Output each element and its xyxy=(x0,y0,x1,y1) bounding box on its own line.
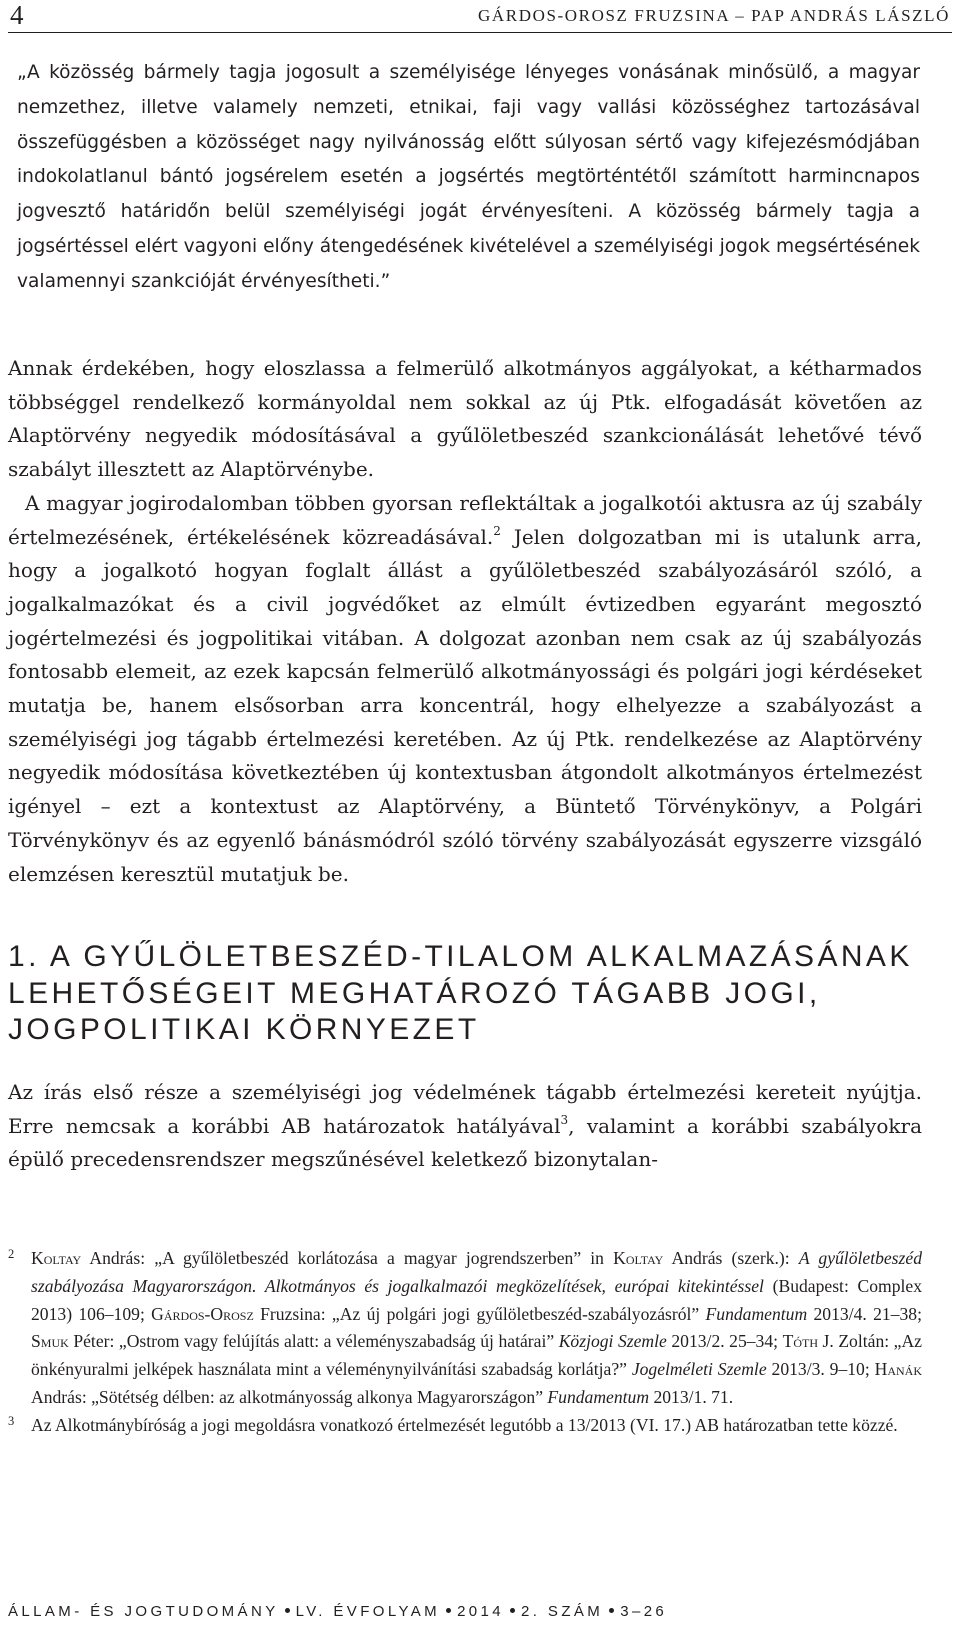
paragraph xyxy=(8,1076,922,1177)
paragraph-text: , valamint a korábbi szabályokra épülő precedensrendszer megszűnésével keletkező bizonytalan- xyxy=(8,1113,922,1172)
section-heading xyxy=(8,939,938,1049)
footnote-text: Fruzsina: „Az új polgári jogi gyűlöletbeszéd-szabályozásról” xyxy=(253,1303,706,1324)
bullet-icon xyxy=(446,1608,451,1613)
footnote-text: András (szerk.): xyxy=(663,1248,799,1268)
section-text xyxy=(8,1076,922,1177)
footnote-3 xyxy=(8,1412,922,1440)
block-quote: „A közösség bármely tagja jogosult a személyisége lényeges vonásának minősülő, a magyar nemzethez, illetve valamely nemzeti, etnikai, faji vagy vallási közösséghez tartozásával összefüggésben a közösséget nagy nyilvánosság előtt súlyosan sértő vagy kifejezésmódjában indokolatlanul bántó jogsérelem esetén a jogsértés megtörténtétől számított harmincnapos jogvesztő határidőn belül személyiségi jogát érvényesíteni. A közösség bármely tagja a jogsértéssel elért vagyoni előny átengedésének kivételével a személyiségi jogok megsértésének valamennyi szankcióját érvényesítheti.” xyxy=(17,62,920,292)
paragraph-text: Az írás első része a személyiségi jog védelmének tágabb értelmezési kereteit nyújtja. Erre nemcsak a korábbi AB határozatok hatályával xyxy=(8,1080,922,1138)
page-header xyxy=(8,0,952,33)
page-footer xyxy=(8,1601,948,1623)
page-range: 3–26 xyxy=(620,1603,668,1620)
intro-text xyxy=(8,352,922,891)
page-number: 4 xyxy=(10,0,24,30)
journal-name: ÁLLAM- ÉS JOGTUDOMÁNY xyxy=(8,1603,279,1620)
running-head: GÁRDOS-OROSZ FRUZSINA – PAP ANDRÁS LÁSZLÓ xyxy=(478,6,950,25)
author-name: Koltay xyxy=(31,1248,82,1268)
paragraph xyxy=(8,487,922,891)
footnote-ref[interactable]: 2 xyxy=(493,523,501,538)
footnote-text: Az Alkotmánybíróság a jogi megoldásra vonatkozó értelmezését legutóbb a 13/2013 (VI. 17.) AB határozatban tette közzé. xyxy=(31,1414,898,1435)
footnote-ref[interactable]: 3 xyxy=(560,1112,569,1127)
volume: LV. ÉVFOLYAM xyxy=(295,1603,441,1620)
author-name: Koltay xyxy=(613,1248,664,1268)
section-heading-line: 1. A GYŰLÖLETBESZÉD-TILALOM ALKALMAZÁSÁNAK xyxy=(8,940,913,973)
footnote-text: J. Zoltán: „Az önkényuralmi jelképek használata mint a véleménynyilvánítási szabadság korlátja?” xyxy=(31,1331,922,1380)
paragraph-text: A magyar jogirodalomban többen gyorsan reflektáltak a jogalkotói aktusra az új szabály értelmezésének, értékelésének közreadásával. xyxy=(8,490,922,549)
footnote-text: 2013/1. 71. xyxy=(649,1386,734,1407)
author-name: Hanák xyxy=(874,1359,922,1380)
section-heading-line: LEHETŐSÉGEIT MEGHATÁROZÓ TÁGABB JOGI, xyxy=(8,976,821,1010)
year: 2014 xyxy=(457,1603,505,1620)
footnote-2 xyxy=(8,1245,922,1412)
author-name: Gárdos-Orosz xyxy=(151,1303,254,1324)
footnote-text: (Budapest: Complex 2013) 106–109; xyxy=(31,1275,922,1324)
footnote-text: Péter: „Ostrom vagy felújítás alatt: a véleményszabadság új határai” xyxy=(68,1331,559,1352)
footnote-number: 2 xyxy=(8,1247,15,1261)
bullet-icon xyxy=(510,1608,515,1613)
footnote-text: 2013/2. 25–34; xyxy=(666,1331,783,1352)
footnote-text: András: „Sötétség délben: az alkotmányosság alkonya Magyarországon” xyxy=(31,1386,548,1407)
journal-title: Fundamentum xyxy=(547,1386,650,1407)
footnote-text: 2013/3. 9–10; xyxy=(766,1359,875,1380)
bullet-icon xyxy=(285,1608,290,1613)
journal-title: Fundamentum xyxy=(705,1303,808,1324)
footnote-number: 3 xyxy=(8,1413,15,1428)
author-name: Tóth xyxy=(782,1331,818,1352)
section-heading-line: JOGPOLITIKAI KÖRNYEZET xyxy=(8,1013,480,1046)
paragraph: Annak érdekében, hogy eloszlassa a felmerülő alkotmányos aggályokat, a kétharmados többséggel rendelkező kormányoldal nem sokkal az új Ptk. elfogadását követően az Alaptörvény negyedik módosításával a gyűlöletbeszéd szankcionálását lehetővé tévő szabályt illesztett az Alaptörvénybe. xyxy=(8,356,922,482)
journal-title: Jogelméleti Szemle xyxy=(631,1359,767,1380)
book-title: A gyűlöletbeszéd szabályozása Magyarországon. Alkotmányos és jogalkalmazói megközelítések, európai kitekintéssel xyxy=(31,1248,922,1296)
footnote-text: András: „A gyűlöletbeszéd korlátozása a magyar jogrendszerben” in xyxy=(81,1248,614,1268)
footnotes xyxy=(8,1245,922,1440)
paragraph-text: Jelen dolgozatban mi is utalunk arra, hogy a jogalkotó hogyan foglalt állást a gyűlöletbeszéd szabályozásáról szóló, a jogalkalmazókat és a civil jogvédőket az elmúlt évtizedben egyaránt megosztó jogértelmezési és jogpolitikai vitában. A dolgozat azonban nem csak az új szabályozás fontosabb elemeit, az ezek kapcsán felmerülő alkotmányossági és polgári jogi kérdéseket mutatja be, hanem elsősorban arra koncentrál, hogy elhelyezze a szabályozást a személyiségi jog tágabb értelmezési keretében. Az új Ptk. rendelkezése az Alaptörvény negyedik módosítása következtében új kontextusban átgondolt alkotmányos értelmezést igényel – ezt a kontextust az Alaptörvény, a Büntető Törvénykönyv, a Polgári Törvénykönyv és az egyenlő bánásmódról szóló törvény szabályozását egyszerre vizsgáló elemzésen keresztül mutatjuk be. xyxy=(8,524,922,886)
bullet-icon xyxy=(609,1608,614,1613)
issue: 2. SZÁM xyxy=(521,1603,604,1620)
footnote-text: 2013/4. 21–38; xyxy=(807,1303,922,1324)
journal-title: Közjogi Szemle xyxy=(558,1331,667,1352)
author-name: Smuk xyxy=(31,1331,69,1352)
